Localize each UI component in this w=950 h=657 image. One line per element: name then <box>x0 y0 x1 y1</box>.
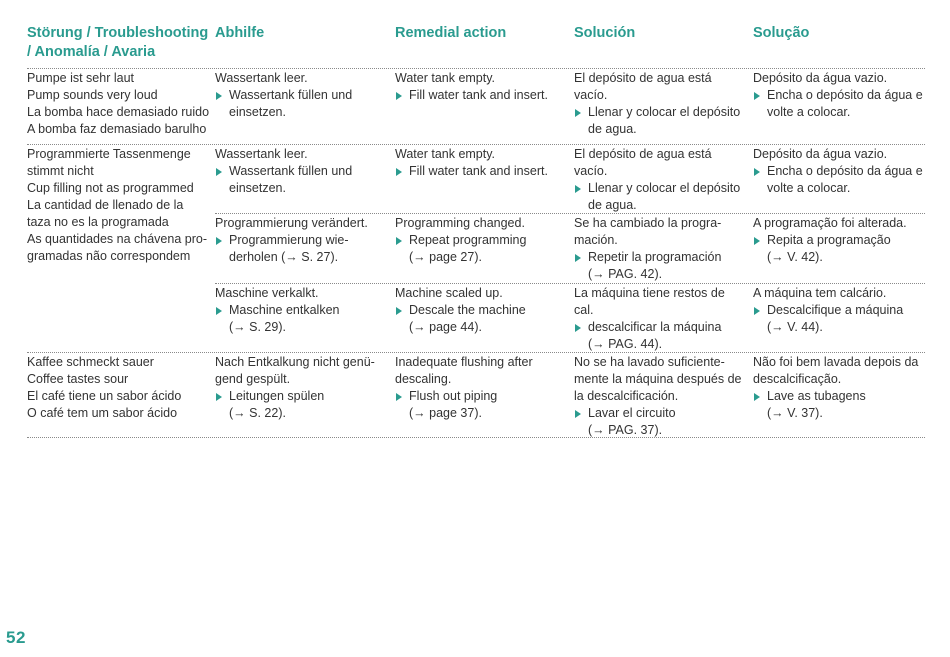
action-text: Fill water tank and insert. <box>409 164 548 178</box>
page-reference: (→ page 27). <box>409 250 482 264</box>
cause-text: El depósito de agua está <box>574 71 712 85</box>
remedy-es-cell <box>574 70 746 138</box>
remedy-de-cell <box>215 354 387 422</box>
cause-text: A máquina tem calcário. <box>753 286 887 300</box>
action-text: Repita a programação <box>767 233 891 247</box>
remedy-es-cell <box>574 215 746 283</box>
cause-text: la descalcificación. <box>574 389 679 403</box>
action-item <box>753 163 925 197</box>
action-item <box>215 163 387 197</box>
action-item <box>574 104 746 138</box>
remedy-de-cell <box>215 146 387 197</box>
remedy-pt-cell <box>753 354 925 422</box>
problem-text: stimmt nicht <box>27 164 94 178</box>
bullet-triangle-icon <box>754 393 760 401</box>
cause-text: A programação foi alterada. <box>753 216 907 230</box>
troubleshooting-page <box>27 0 925 657</box>
action-item <box>215 87 387 121</box>
bullet-triangle-icon <box>754 237 760 245</box>
header-solucao: Solução <box>753 25 810 41</box>
action-text: Repeat programming <box>409 233 527 247</box>
bullet-triangle-icon <box>575 324 581 332</box>
header-troubleshooting-line-1: Störung / Troubleshooting <box>27 25 209 41</box>
action-item <box>395 163 567 180</box>
bullet-triangle-icon <box>575 185 581 193</box>
problem-text: A bomba faz demasiado barulho <box>27 122 207 136</box>
page-reference: (→ S. 22). <box>229 406 286 420</box>
page-reference: (→ V. 44). <box>767 320 823 334</box>
action-item <box>395 232 567 266</box>
action-text: descalcificar la máquina <box>588 320 722 334</box>
header-remedial-action: Remedial action <box>395 25 507 41</box>
bullet-triangle-icon <box>396 92 402 100</box>
cause-text: descaling. <box>395 372 452 386</box>
bullet-triangle-icon <box>216 393 222 401</box>
remedy-es-cell <box>574 146 746 214</box>
action-text: Wassertank füllen und <box>229 164 353 178</box>
action-item <box>574 180 746 214</box>
remedy-de-cell <box>215 285 387 336</box>
table-header <box>27 24 925 68</box>
problem-text: Pumpe ist sehr laut <box>27 71 134 85</box>
action-item <box>753 87 925 121</box>
action-item <box>395 302 567 336</box>
action-item <box>574 319 746 353</box>
action-item <box>215 388 387 422</box>
action-text: Descalcifique a máquina <box>767 303 904 317</box>
action-item <box>395 388 567 422</box>
action-item <box>215 232 387 266</box>
bullet-triangle-icon <box>216 237 222 245</box>
bullet-triangle-icon <box>575 410 581 418</box>
action-text: Repetir la programación <box>588 250 722 264</box>
problem-text: El café tiene un sabor ácido <box>27 389 182 403</box>
page-reference: derholen (→ S. 27). <box>229 250 339 264</box>
action-item <box>395 87 567 104</box>
page-reference: (→ page 44). <box>409 320 482 334</box>
bullet-triangle-icon <box>754 307 760 315</box>
divider <box>27 437 925 438</box>
action-text: Llenar y colocar el depósito <box>588 181 741 195</box>
problem-text: Coffee tastes sour <box>27 372 129 386</box>
cause-text: Se ha cambiado la progra- <box>574 216 722 230</box>
action-text: Wassertank füllen und <box>229 88 353 102</box>
divider <box>27 144 925 145</box>
bullet-triangle-icon <box>216 168 222 176</box>
problem-text: O café tem um sabor ácido <box>27 406 178 420</box>
cause-text: vacío. <box>574 88 608 102</box>
page-reference: (→ PAG. 42). <box>588 267 663 281</box>
problem-text: Cup filling not as programmed <box>27 181 194 195</box>
page-reference: (→ V. 37). <box>767 406 823 420</box>
problem-text: La cantidad de llenado de la <box>27 198 184 212</box>
bullet-triangle-icon <box>396 168 402 176</box>
action-text: de agua. <box>588 122 637 136</box>
bullet-triangle-icon <box>216 307 222 315</box>
page-reference: (→ V. 42). <box>767 250 823 264</box>
page-reference: (→ page 37). <box>409 406 482 420</box>
header-troubleshooting <box>27 24 208 62</box>
problem-text: taza no es la programada <box>27 215 169 229</box>
remedy-pt-cell <box>753 215 925 266</box>
bullet-triangle-icon <box>575 254 581 262</box>
action-text: Descale the machine <box>409 303 526 317</box>
remedy-en-cell <box>395 146 567 180</box>
problem-cell <box>27 146 207 265</box>
cause-text: vacío. <box>574 164 608 178</box>
action-text: einsetzen. <box>229 181 286 195</box>
remedy-pt-cell <box>753 70 925 121</box>
cause-text: Não foi bem lavada depois da <box>753 355 919 369</box>
cause-text: mente la máquina después de <box>574 372 742 386</box>
header-abhilfe: Abhilfe <box>215 25 265 41</box>
problem-text: La bomba hace demasiado ruido <box>27 105 210 119</box>
divider <box>27 68 925 69</box>
action-item <box>574 249 746 283</box>
action-item <box>753 388 925 422</box>
cause-text: Nach Entkalkung nicht genü- <box>215 355 375 369</box>
cause-text: Programming changed. <box>395 216 525 230</box>
problem-cell <box>27 354 207 422</box>
remedy-es-cell <box>574 285 746 353</box>
remedy-de-cell <box>215 70 387 121</box>
action-text: Flush out piping <box>409 389 498 403</box>
action-item <box>753 232 925 266</box>
action-text: Maschine entkalken <box>229 303 340 317</box>
action-text: volte a colocar. <box>767 181 851 195</box>
page-reference: (→ PAG. 37). <box>588 423 663 437</box>
problem-text: gramadas não correspondem <box>27 249 191 263</box>
cause-text: Wassertank leer. <box>215 71 308 85</box>
cause-text: Programmierung verändert. <box>215 216 368 230</box>
cause-text: Water tank empty. <box>395 71 496 85</box>
page-reference: (→ S. 29). <box>229 320 286 334</box>
action-text: Encha o depósito da água e <box>767 88 923 102</box>
cause-text: No se ha lavado suficiente- <box>574 355 725 369</box>
remedy-de-cell <box>215 215 387 266</box>
problem-text: Kaffee schmeckt sauer <box>27 355 154 369</box>
action-text: volte a colocar. <box>767 105 851 119</box>
header-solucion: Solución <box>574 25 636 41</box>
action-item <box>753 302 925 336</box>
cause-text: Water tank empty. <box>395 147 496 161</box>
cause-text: Maschine verkalkt. <box>215 286 319 300</box>
page-number: 52 <box>6 628 26 647</box>
divider <box>215 283 925 284</box>
remedy-es-cell <box>574 354 746 439</box>
cause-text: Depósito da água vazio. <box>753 71 888 85</box>
cause-text: Inadequate flushing after <box>395 355 533 369</box>
action-text: Llenar y colocar el depósito <box>588 105 741 119</box>
remedy-en-cell <box>395 354 567 422</box>
action-text: Lavar el circuito <box>588 406 676 420</box>
cause-text: Machine scaled up. <box>395 286 503 300</box>
bullet-triangle-icon <box>216 92 222 100</box>
action-text: Programmierung wie- <box>229 233 349 247</box>
bullet-triangle-icon <box>396 237 402 245</box>
bullet-triangle-icon <box>396 393 402 401</box>
action-text: einsetzen. <box>229 105 286 119</box>
divider <box>27 352 925 353</box>
cause-text: La máquina tiene restos de <box>574 286 725 300</box>
remedy-en-cell <box>395 215 567 266</box>
cause-text: gend gespült. <box>215 372 291 386</box>
action-text: de agua. <box>588 198 637 212</box>
bullet-triangle-icon <box>754 92 760 100</box>
problem-text: Programmierte Tassenmenge <box>27 147 191 161</box>
problem-cell <box>27 70 210 138</box>
bullet-triangle-icon <box>575 109 581 117</box>
remedy-pt-cell <box>753 146 925 197</box>
problem-text: Pump sounds very loud <box>27 88 158 102</box>
problem-text: As quantidades na chávena pro- <box>27 232 207 246</box>
cause-text: mación. <box>574 233 618 247</box>
bullet-triangle-icon <box>396 307 402 315</box>
action-item <box>215 302 387 336</box>
cause-text: cal. <box>574 303 594 317</box>
action-item <box>574 405 746 439</box>
bullet-triangle-icon <box>754 168 760 176</box>
action-text: Lave as tubagens <box>767 389 866 403</box>
cause-text: Wassertank leer. <box>215 147 308 161</box>
remedy-en-cell <box>395 70 567 104</box>
page-reference: (→ PAG. 44). <box>588 337 663 351</box>
action-text: Fill water tank and insert. <box>409 88 548 102</box>
cause-text: Depósito da água vazio. <box>753 147 888 161</box>
header-troubleshooting-line-2: / Anomalía / Avaria <box>27 44 156 60</box>
remedy-pt-cell <box>753 285 925 336</box>
remedy-en-cell <box>395 285 567 336</box>
cause-text: El depósito de agua está <box>574 147 712 161</box>
action-text: Encha o depósito da água e <box>767 164 923 178</box>
action-text: Leitungen spülen <box>229 389 325 403</box>
divider <box>215 213 925 214</box>
cause-text: descalcificação. <box>753 372 842 386</box>
